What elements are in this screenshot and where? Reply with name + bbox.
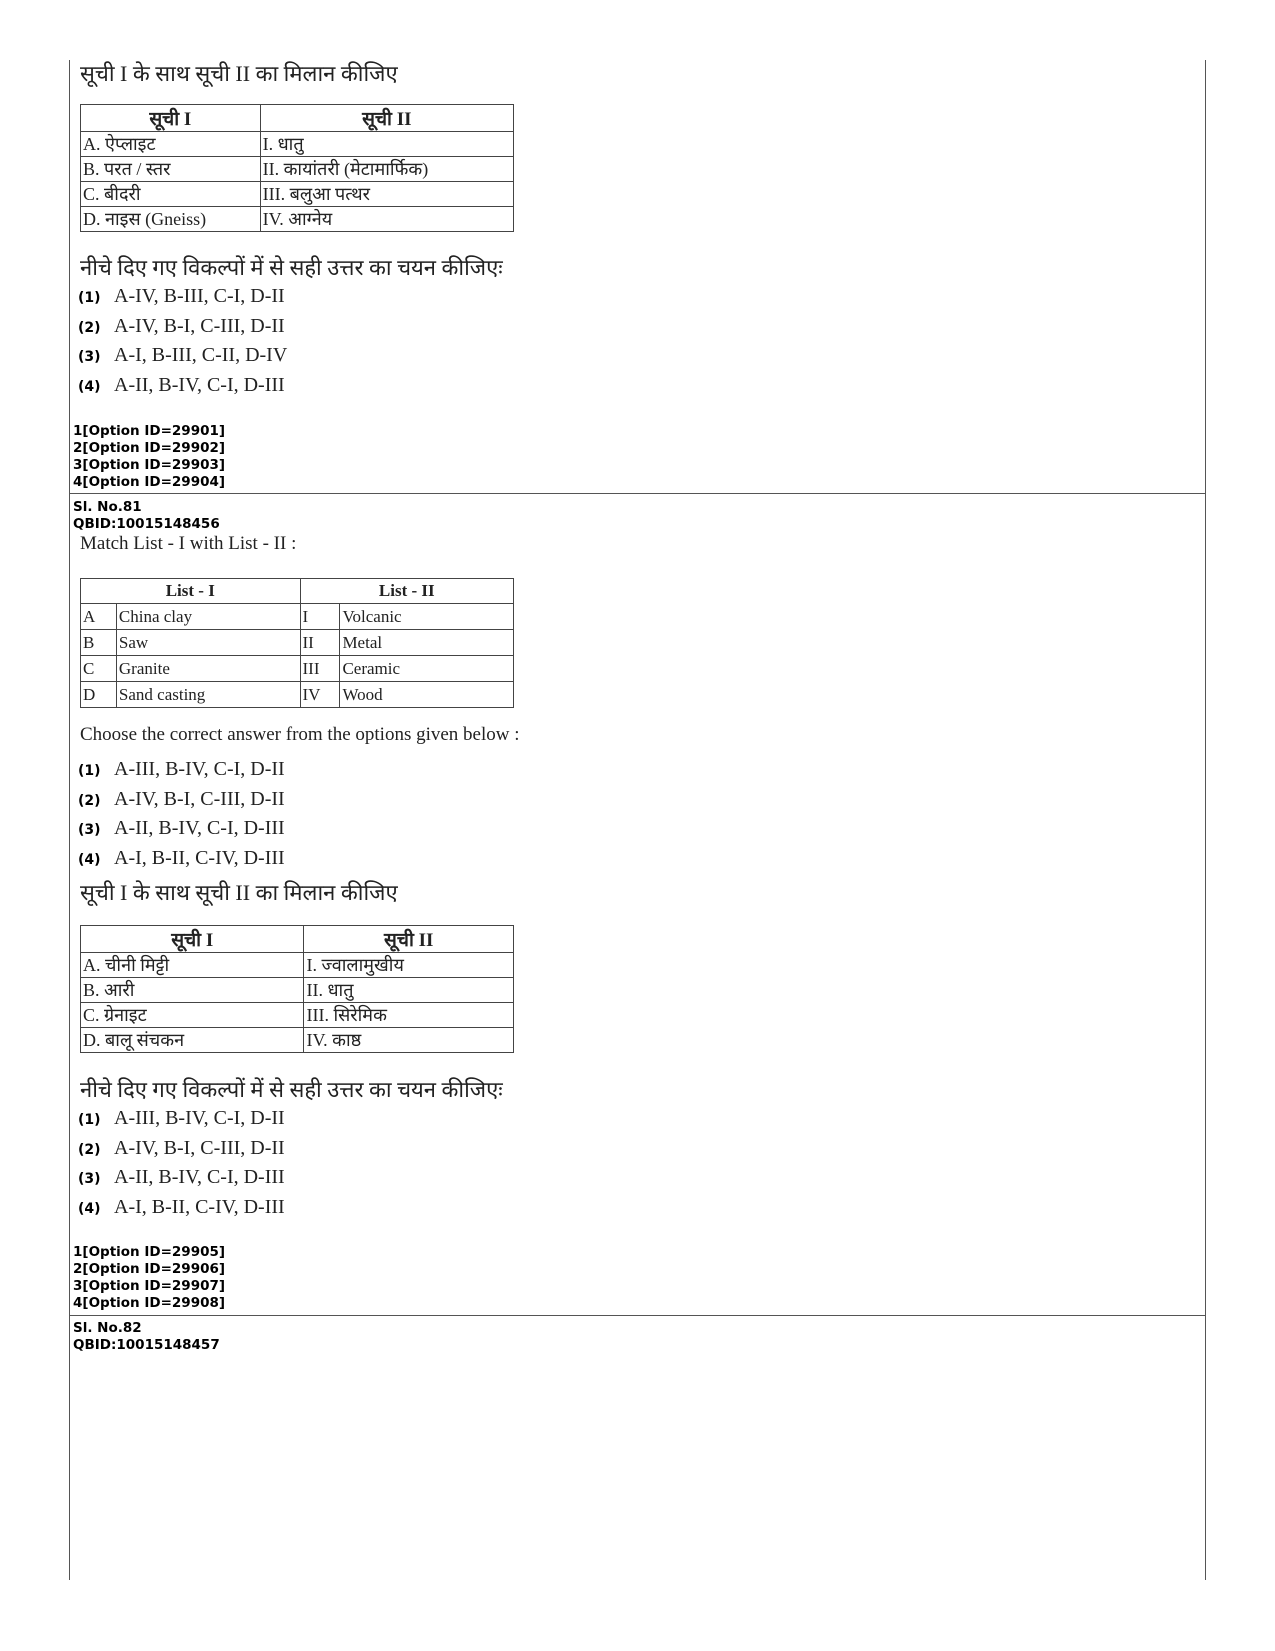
option-number: (4) xyxy=(78,851,101,868)
table-header: सूची I xyxy=(81,105,261,132)
q81-header xyxy=(73,499,220,533)
table-header: सूची I xyxy=(81,926,304,953)
option-text: A-IV, B-I, C-III, D-II xyxy=(114,314,285,337)
q81-hindi-options xyxy=(78,1104,285,1222)
option-row[interactable] xyxy=(78,282,287,312)
qbid: QBID:10015148457 xyxy=(73,1337,220,1353)
q81-option-ids xyxy=(73,1244,225,1312)
table-cell: D xyxy=(81,682,117,708)
table-cell: III. सिरेमिक xyxy=(304,1003,514,1028)
table-cell: Sand casting xyxy=(116,682,300,708)
option-number: (4) xyxy=(78,1200,101,1217)
table-cell: B xyxy=(81,630,117,656)
option-text: A-IV, B-III, C-I, D-II xyxy=(114,285,285,307)
q80-hindi-match-table xyxy=(80,104,514,232)
serial-number: Sl. No.81 xyxy=(73,499,142,515)
table-cell: III xyxy=(300,656,340,682)
table-cell: Ceramic xyxy=(340,656,514,682)
q80-hindi-title: सूची I के साथ सूची II का मिलान कीजिए xyxy=(80,61,398,86)
option-id: 4[Option ID=29904] xyxy=(73,474,226,490)
table-cell: A xyxy=(81,604,117,630)
table-cell: I xyxy=(300,604,340,630)
table-cell: II. धातु xyxy=(304,978,514,1003)
option-id: 1[Option ID=29905] xyxy=(73,1244,226,1260)
option-id: 3[Option ID=29907] xyxy=(73,1278,226,1294)
table-cell: IV. काष्ठ xyxy=(304,1028,514,1053)
table-header: सूची II xyxy=(260,105,513,132)
table-header: List - I xyxy=(81,579,301,604)
table-cell: Granite xyxy=(116,656,300,682)
option-text: A-I, B-II, C-IV, D-III xyxy=(114,846,285,869)
table-cell: II. कायांतरी (मेटामार्फिक) xyxy=(260,157,513,182)
option-id: 3[Option ID=29903] xyxy=(73,457,226,473)
option-text: A-III, B-IV, C-I, D-II xyxy=(114,1107,285,1129)
table-cell: Wood xyxy=(340,682,514,708)
serial-number: Sl. No.82 xyxy=(73,1320,142,1336)
table-cell: C xyxy=(81,656,117,682)
table-cell: C. ग्रेनाइट xyxy=(81,1003,304,1028)
q81-hindi-match-table xyxy=(80,925,514,1053)
option-row[interactable] xyxy=(78,785,285,815)
option-text: A-II, B-IV, C-I, D-III xyxy=(114,1166,285,1188)
option-number: (2) xyxy=(78,792,101,809)
q81-match-table xyxy=(80,578,514,708)
table-cell: Volcanic xyxy=(340,604,514,630)
option-id: 4[Option ID=29908] xyxy=(73,1295,226,1311)
table-cell: III. बलुआ पत्थर xyxy=(260,182,513,207)
table-cell: Saw xyxy=(116,630,300,656)
option-text: A-I, B-II, C-IV, D-III xyxy=(114,1195,285,1218)
option-number: (3) xyxy=(78,349,101,365)
q81-options xyxy=(78,755,285,873)
option-number: (3) xyxy=(78,1171,101,1187)
option-row[interactable] xyxy=(78,312,287,342)
table-header: List - II xyxy=(300,579,513,604)
option-number: (3) xyxy=(78,822,101,838)
option-number: (2) xyxy=(78,1141,101,1158)
option-text: A-II, B-IV, C-I, D-III xyxy=(114,373,285,396)
option-text: A-III, B-IV, C-I, D-II xyxy=(114,758,285,780)
table-cell: A. चीनी मिट्टी xyxy=(81,953,304,978)
table-cell: D. नाइस (Gneiss) xyxy=(81,207,261,232)
q80-hindi-prompt: नीचे दिए गए विकल्पों में से सही उत्तर का चयन कीजिएः xyxy=(80,255,503,280)
option-row[interactable] xyxy=(78,814,285,844)
option-text: A-IV, B-I, C-III, D-II xyxy=(114,787,285,810)
option-text: A-IV, B-I, C-III, D-II xyxy=(114,1136,285,1159)
table-cell: IV. आग्नेय xyxy=(260,207,513,232)
table-cell: B. परत / स्तर xyxy=(81,157,261,182)
qbid: QBID:10015148456 xyxy=(73,516,220,532)
table-cell: I. ज्वालामुखीय xyxy=(304,953,514,978)
question-divider xyxy=(69,493,1206,494)
table-cell: China clay xyxy=(116,604,300,630)
option-row[interactable] xyxy=(78,1193,285,1223)
option-row[interactable] xyxy=(78,1134,285,1164)
q81-prompt: Choose the correct answer from the options given below : xyxy=(80,724,520,745)
option-row[interactable] xyxy=(78,371,287,401)
table-header: सूची II xyxy=(304,926,514,953)
table-cell: B. आरी xyxy=(81,978,304,1003)
option-number: (1) xyxy=(78,1112,101,1128)
table-cell: Metal xyxy=(340,630,514,656)
table-cell: C. बीदरी xyxy=(81,182,261,207)
option-number: (2) xyxy=(78,319,101,336)
option-row[interactable] xyxy=(78,1104,285,1134)
table-cell: IV xyxy=(300,682,340,708)
q81-hindi-title: सूची I के साथ सूची II का मिलान कीजिए xyxy=(80,880,398,905)
option-number: (1) xyxy=(78,763,101,779)
table-cell: I. धातु xyxy=(260,132,513,157)
option-row[interactable] xyxy=(78,341,287,371)
option-text: A-I, B-III, C-II, D-IV xyxy=(114,344,288,366)
table-cell: D. बालू संचकन xyxy=(81,1028,304,1053)
q81-title: Match List - I with List - II : xyxy=(80,533,297,554)
option-number: (1) xyxy=(78,290,101,306)
option-id: 1[Option ID=29901] xyxy=(73,423,226,439)
option-number: (4) xyxy=(78,378,101,395)
option-text: A-II, B-IV, C-I, D-III xyxy=(114,817,285,839)
q82-header xyxy=(73,1320,220,1354)
table-cell: II xyxy=(300,630,340,656)
option-id: 2[Option ID=29906] xyxy=(73,1261,226,1277)
table-cell: A. ऐप्लाइट xyxy=(81,132,261,157)
option-row[interactable] xyxy=(78,1163,285,1193)
q80-option-ids xyxy=(73,423,225,491)
q80-hindi-options xyxy=(78,282,287,400)
option-row[interactable] xyxy=(78,755,285,785)
q81-hindi-prompt: नीचे दिए गए विकल्पों में से सही उत्तर का चयन कीजिएः xyxy=(80,1077,503,1102)
question-divider xyxy=(69,1315,1206,1316)
option-id: 2[Option ID=29902] xyxy=(73,440,226,456)
option-row[interactable] xyxy=(78,844,285,874)
